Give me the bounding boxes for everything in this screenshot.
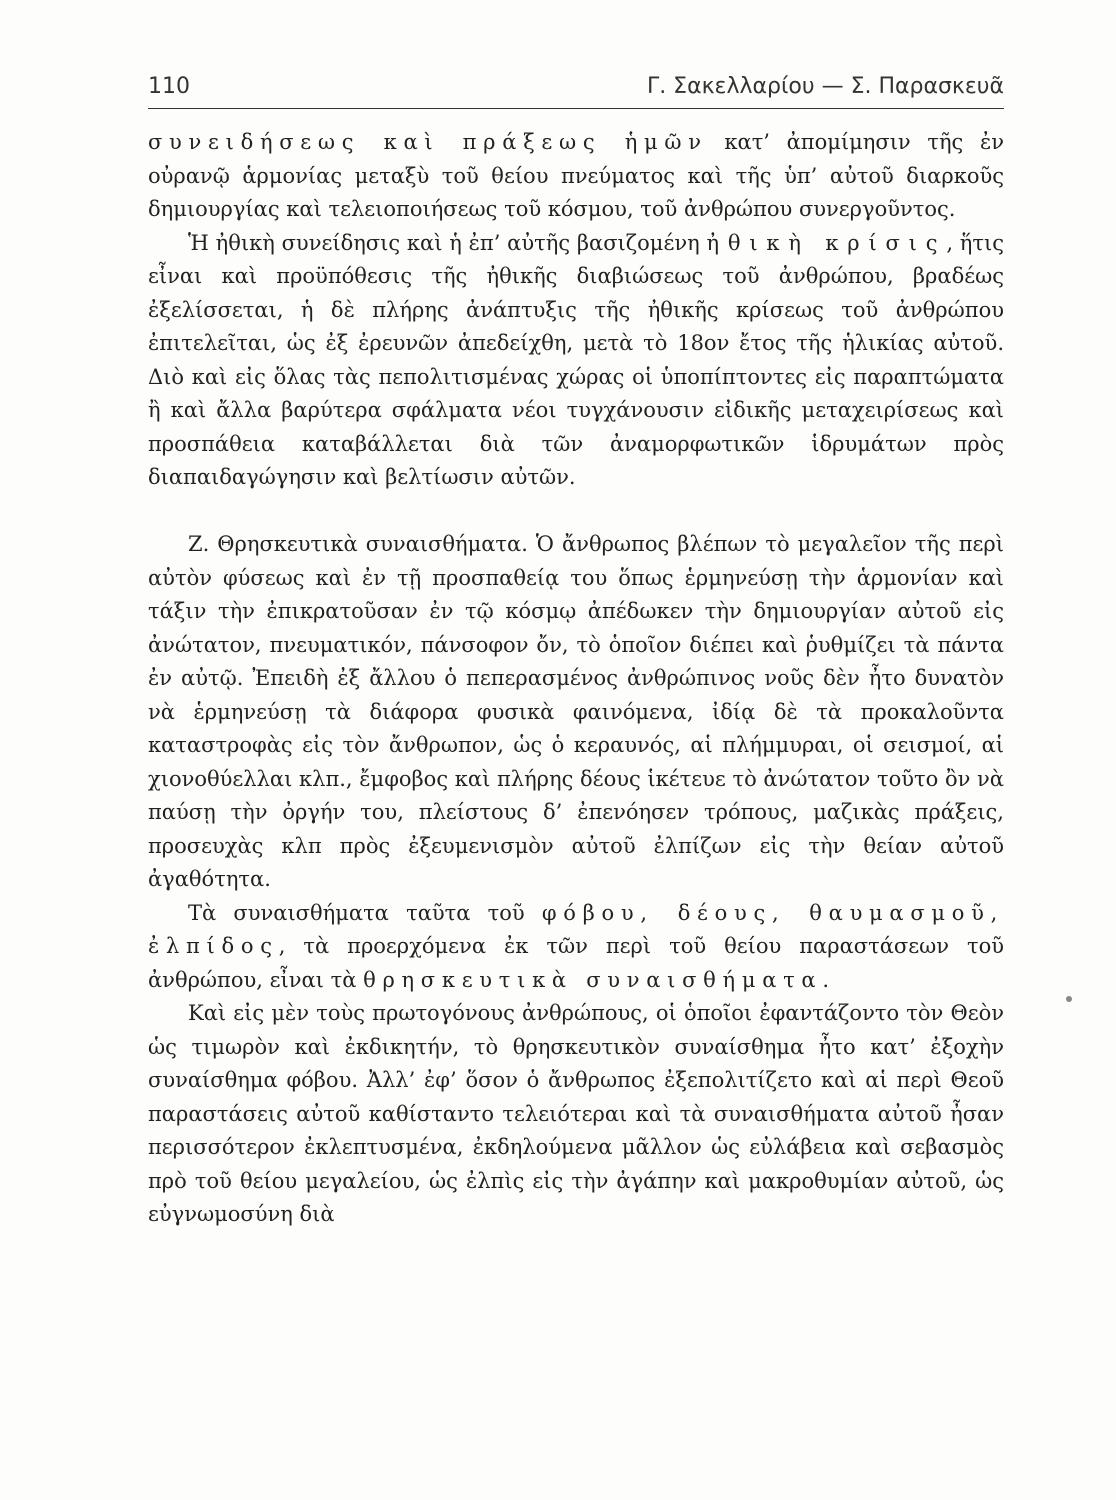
paragraph-2 <box>148 227 1004 495</box>
paragraph-text: Τὰ συναισθήματα ταῦτα τοῦ <box>188 900 542 925</box>
page-number: 110 <box>148 74 190 99</box>
spaced-phrase: ἠθικὴ κρίσις <box>706 230 947 255</box>
paragraph-text: . <box>822 967 830 992</box>
paragraph-text: , ἥτις εἶναι καὶ προϋπόθεσις τῆς ἠθικῆς διαβιώσεως τοῦ ἀνθρώπου, βραδέως ἐξελίσσεται, ἡ δὲ πλήρης ἀνάπτυξις τῆς ἠθικῆς κρίσεως τοῦ ἀνθρώπου ἐπιτελεῖται, ὡς ἐξ ἐρευνῶν ἀπεδείχθη, μετὰ τὸ 18ον ἔτος τῆς ἡλικίας αὐτοῦ. Διὸ καὶ εἰς ὅλας τὰς πεπολιτισμένας χώρας οἱ ὑποπίπτοντες εἰς παραπτώματα ἢ καὶ ἄλλα βαρύτερα σφάλματα νέοι τυγχάνουσιν εἰδικῆς μεταχειρίσεως καὶ προσπάθεια καταβάλλεται διὰ τῶν ἀναμορφωτικῶν ἱδρυμάτων πρὸς διαπαιδαγώγησιν καὶ βελτίωσιν αὐτῶν. <box>148 230 1004 489</box>
margin-speck <box>1066 996 1072 1002</box>
paragraph-5 <box>148 997 1004 1232</box>
section-heading: Ζ. Θρησκευτικὰ συναισθήματα. <box>188 532 528 556</box>
spaced-phrase: φόβου, δέους, θαυμασμοῦ, ἐλπίδος <box>148 900 1004 958</box>
paragraph-1 <box>148 126 1004 227</box>
body-text <box>148 126 1004 1232</box>
page-header <box>148 72 1004 109</box>
paragraph-text: Ὁ ἄνθρωπος βλέπων τὸ μεγαλεῖον τῆς περὶ αὐτὸν φύσεως καὶ ἐν τῇ προσπαθείᾳ του ὅπως ἑρμηνεύσῃ τὴν ἁρμονίαν καὶ τάξιν τὴν ἐπικρατοῦσαν ἐν τῷ κόσμῳ ἀπέδωκεν τὴν δημιουργίαν αὐτοῦ εἰς ἀνώτατον, πνευματικόν, πάνσοφον ὄν, τὸ ὁποῖον διέπει καὶ ῥυθμίζει τὰ πάντα ἐν αὐτῷ. Ἐπειδὴ ἐξ ἄλλου ὁ πεπερασμένος ἀνθρώπινος νοῦς δὲν ἦτο δυνατὸν νὰ ἑρμηνεύσῃ τὰ διάφορα φυσικὰ φαινόμενα, ἰδίᾳ δὲ τὰ προκαλοῦντα καταστροφὰς εἰς τὸν ἄνθρωπον, ὡς ὁ κεραυνός, αἱ πλήμμυραι, οἱ σεισμοί, αἱ χιονοθύελλαι κλπ., ἔμφοβος καὶ πλήρης δέους ἱκέτευε τὸ ἀνώτατον τοῦτο ὂν νὰ παύσῃ τὴν ὀργήν του, πλείστους δ’ ἐπενόησεν τρόπους, μαζικὰς πράξεις, προσευχὰς κλπ πρὸς ἐξευμενισμὸν αὐτοῦ ἐλπίζων εἰς τὴν θείαν αὐτοῦ ἀγαθότητα. <box>148 532 1005 891</box>
paragraph-4 <box>148 897 1004 998</box>
spaced-phrase: θρησκευτικὰ συναισθήματα <box>363 967 823 992</box>
running-head: Γ. Σακελλαρίου — Σ. Παρασκευᾶ <box>646 74 1004 99</box>
paragraph-text: Ἡ ἠθικὴ συνείδησις καὶ ἡ ἐπ’ αὐτῆς βασιζομένη <box>188 230 707 255</box>
paragraph-text: , τὰ προερχόμενα ἐκ τῶν περὶ τοῦ θείου παραστάσεων τοῦ ἀνθρώπου, εἶναι τὰ <box>148 934 1004 992</box>
paragraph-text: κατ’ ἀπομίμησιν τῆς ἐν οὐρανῷ ἁρμονίας μεταξὺ τοῦ θείου πνεύματος καὶ τῆς ὑπ’ αὐτοῦ διαρκοῦς δημιουργίας καὶ τελειοποιήσεως τοῦ κόσμου, τοῦ ἀνθρώπου συνεργοῦντος. <box>148 130 1004 221</box>
spaced-phrase: συνειδήσεως καὶ πράξεως ἡμῶν <box>148 130 708 154</box>
paragraph-3 <box>148 528 1004 897</box>
paragraph-text: Καὶ εἰς μὲν τοὺς πρωτογόνους ἀνθρώπους, οἱ ὁποῖοι ἐφαντάζοντο τὸν Θεὸν ὡς τιμωρὸν καὶ ἐκδικητήν, τὸ θρησκευτικὸν συναίσθημα ἦτο κατ’ ἐξοχὴν συναίσθημα φόβου. Ἀλλ’ ἐφ’ ὅσον ὁ ἄνθρωπος ἐξεπολιτίζετο καὶ αἱ περὶ Θεοῦ παραστάσεις αὐτοῦ καθίσταντο τελειότεραι καὶ τὰ συναισθήματα αὐτοῦ ἦσαν περισσότερον ἐκλεπτυσμένα, ἐκδηλούμενα μᾶλλον ὡς εὐλάβεια καὶ σεβασμὸς πρὸ τοῦ θείου μεγαλείου, ὡς ἐλπὶς εἰς τὴν ἀγάπην καὶ μακροθυμίαν αὐτοῦ, ὡς εὐγνωμοσύνη διὰ <box>148 1001 1004 1226</box>
